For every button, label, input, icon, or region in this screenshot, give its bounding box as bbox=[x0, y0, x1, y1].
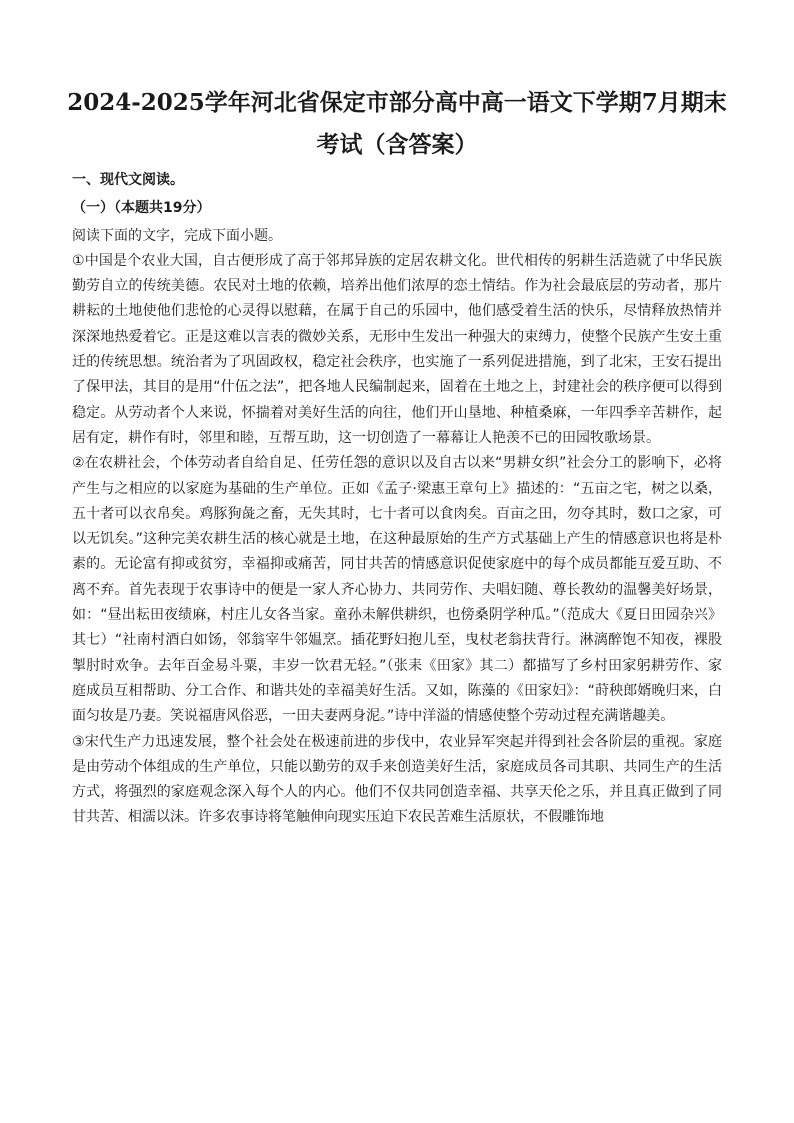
subsection-heading: （一）（本题共19分） bbox=[72, 200, 211, 217]
document-title: 2024-2025学年河北省保定市部分高中高一语文下学期7月期末考试（含答案） bbox=[67, 89, 727, 158]
reading-instruction: 阅读下面的文字，完成下面小题。 bbox=[72, 227, 282, 244]
document-body bbox=[72, 168, 722, 831]
passage-paragraph-1: ①中国是个农业大国，自古便形成了高于邻邦异族的定居农耕文化。世代相传的躬耕生活造就了中华民族勤劳自立的传统美德。农民对土地的依赖，培养出他们浓厚的恋土情结。作为社会最底层的劳动者，那片耕耘的土地使他们悲怆的心灵得以慰藉，在属于自己的乐园中，他们感受着生活的快乐，尽情释放热情并深深地热爱着它。正是这难以言表的微妙关系，无形中生发出一种强大的束缚力，使整个民族产生安土重迁的传统思想。统治者为了巩固政权，稳定社会秩序，也实施了一系列促进措施，到了北宋，王安石提出了保甲法，其目的是用“什伍之法”，把各地人民编制起来，固着在土地之上，封建社会的秩序便可以得到稳定。从劳动者个人来说，怀揣着对美好生活的向往，他们开山垦地、种植桑麻，一年四季辛苦耕作，起居有定，耕作有时，邻里和睦，互帮互助，这一切创造了一幕幕让人艳羡不已的田园牧歌场景。 bbox=[72, 252, 722, 446]
passage-paragraph-2: ②在农耕社会，个体劳动者自给自足、任劳任怨的意识以及自古以来“男耕女织”社会分工的影响下，必将产生与之相应的以家庭为基础的生产单位。正如《孟子·梁惠王章句上》描述的：“五亩之宅，树之以桑，五十者可以衣帛矣。鸡豚狗彘之畜，无失其时，七十者可以食肉矣。百亩之田，勿夺其时，数口之家，可以无饥矣。”这种完美农耕生活的核心就是土地，在这种最原始的生产方式基础上产生的情感意识也将是朴素的。无论富有抑或贫穷，幸福抑或痛苦，同甘共苦的情感意识促使家庭中的每个成员都能互爱互助、不离不弃。首先表现于农事诗中的便是一家人齐心协力、共同劳作、夫唱妇随、尊长教幼的温馨美好场景，如：“昼出耘田夜绩麻，村庄儿女各当家。童孙未解供耕织，也傍桑阴学种瓜。”（范成大《夏日田园杂兴》其七）“社南村酒白如饧，邻翁宰牛邻媪烹。插花野妇抱儿至，曳杖老翁扶背行。淋漓醉饱不知夜，裸股掣肘时欢争。去年百金易斗粟，丰岁一饮君无轻。”（张耒《田家》其二）都描写了乡村田家躬耕劳作、家庭成员互相帮助、分工合作、和谐共处的幸福美好生活。又如，陈藻的《田家妇》：“莳秧郎婿晚归来，白面匀妆是乃妻。笑说福唐风俗恶，一田夫妻两身泥。”诗中洋溢的情感使整个劳动过程充满谐趣美。 bbox=[72, 455, 722, 725]
passage-paragraph-3: ③宋代生产力迅速发展，整个社会处在极速前进的步伐中，农业异军突起并得到社会各阶层的重视。家庭是由劳动个体组成的生产单位，只能以勤劳的双手来创造美好生活，家庭成员各司其职、共同生产的生活方式，将强烈的家庭观念深入每个人的内心。他们不仅共同创造幸福、共享天伦之乐，并且真正做到了同甘共苦、相濡以沫。许多农事诗将笔触伸向现实压迫下农民苦难生活原状，不假雕饰地 bbox=[72, 733, 722, 826]
section-heading: 一、现代文阅读。 bbox=[72, 172, 184, 188]
